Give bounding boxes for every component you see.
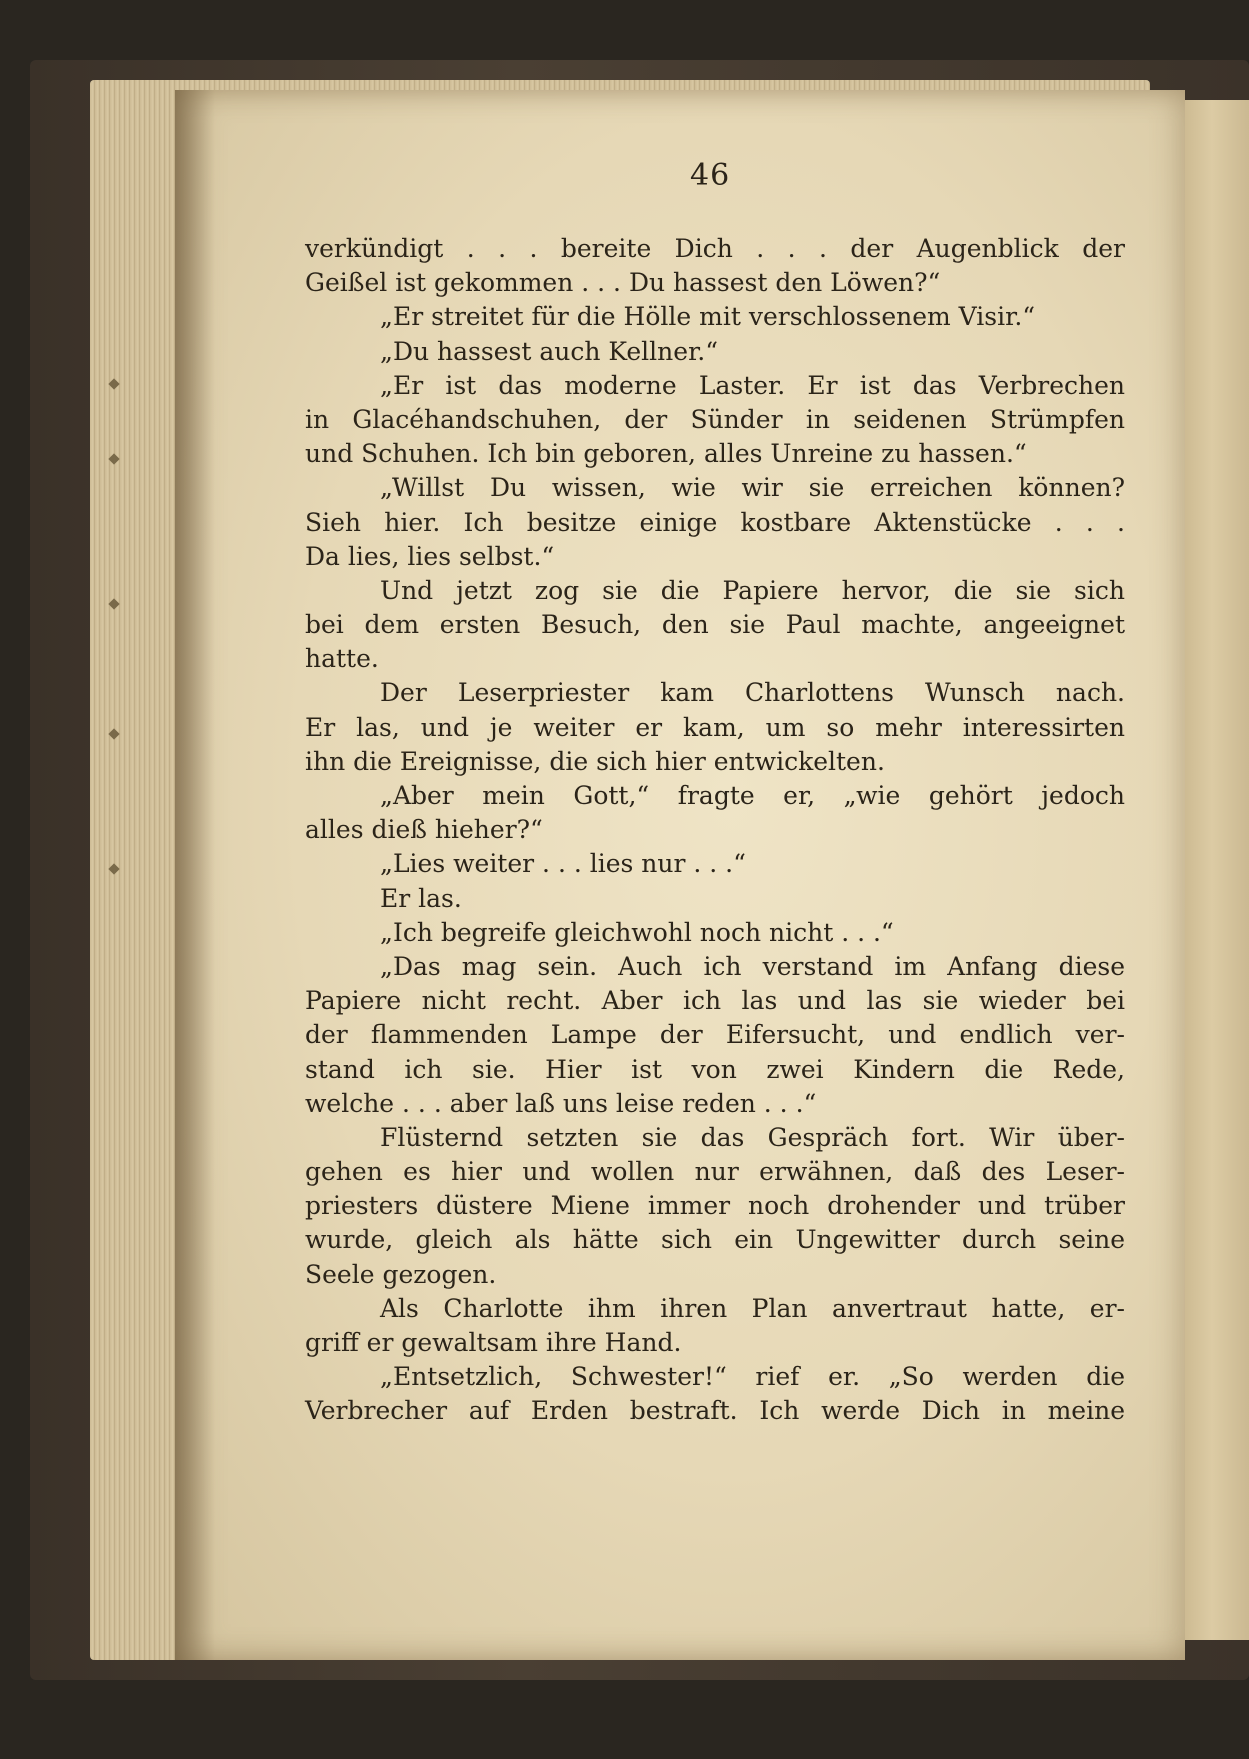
text-line: Seele gezogen. — [305, 1259, 497, 1289]
text-line: „Er streitet für die Hölle mit verschlossenem Visir.“ — [380, 302, 1036, 332]
text-line: „Willst Du wissen, wie wir sie erreichen können? — [380, 473, 1125, 503]
facing-page-edge — [1175, 100, 1249, 1640]
text-line: Da lies, lies selbst.“ — [305, 541, 555, 571]
text-line: in Glacéhandschuhen, der Sünder in seidenen Strümpfen — [305, 404, 1125, 434]
text-line: Sieh hier. Ich besitze einige kostbare Aktenstücke . . . — [305, 507, 1125, 537]
text-line: hatte. — [305, 644, 379, 674]
text-line: gehen es hier und wollen nur erwähnen, daß des Leser- — [305, 1157, 1125, 1187]
text-line: verkündigt . . . bereite Dich . . . der Augenblick der — [305, 234, 1125, 263]
text-line: Als Charlotte ihm ihren Plan anvertraut hatte, er- — [380, 1293, 1125, 1323]
text-line: alles dieß hieher?“ — [305, 815, 543, 845]
text-line: „Aber mein Gott,“ fragte er, „wie gehört jedoch — [380, 781, 1125, 810]
text-line: „Ich begreife gleichwohl noch nicht . . .“ — [380, 917, 894, 947]
text-line: ihn die Ereignisse, die sich hier entwickelten. — [305, 746, 885, 776]
text-line: Geißel ist gekommen . . . Du hassest den Löwen?“ — [305, 268, 941, 298]
text-line: „Entsetzlich, Schwester!“ rief er. „So werden die — [380, 1362, 1125, 1392]
text-line: Verbrecher auf Erden bestraft. Ich werde Dich in meine — [305, 1396, 1125, 1426]
text-line: welche . . . aber laß uns leise reden . . .“ — [305, 1088, 817, 1118]
text-line: Der Leserpriester kam Charlottens Wunsch nach. — [380, 678, 1125, 708]
text-line: und Schuhen. Ich bin geboren, alles Unreine zu hassen.“ — [305, 439, 1027, 469]
text-line: Er las. — [380, 883, 462, 913]
text-line: Flüsternd setzten sie das Gespräch fort. Wir über- — [380, 1122, 1125, 1152]
text-line: „Das mag sein. Auch ich verstand im Anfang diese — [380, 951, 1125, 981]
text-line: wurde, gleich als hätte sich ein Ungewitter durch seine — [305, 1225, 1125, 1255]
text-line: Er las, und je weiter er kam, um so mehr interessirten — [305, 712, 1125, 742]
text-line: stand ich sie. Hier ist von zwei Kindern die Rede, — [305, 1054, 1125, 1084]
text-line: „Er ist das moderne Laster. Er ist das Verbrechen — [380, 370, 1125, 400]
text-line: Und jetzt zog sie die Papiere hervor, die sie sich — [380, 575, 1125, 605]
text-line: Papiere nicht recht. Aber ich las und las sie wieder bei — [305, 986, 1125, 1016]
text-line: „Lies weiter . . . lies nur . . .“ — [380, 849, 746, 879]
text-line: „Du hassest auch Kellner.“ — [380, 336, 719, 366]
page-text — [305, 232, 1125, 1429]
text-line: der flammenden Lampe der Eifersucht, und endlich ver- — [305, 1020, 1125, 1050]
text-line: bei dem ersten Besuch, den sie Paul machte, angeeignet — [305, 610, 1125, 640]
text-line: griff er gewaltsam ihre Hand. — [305, 1328, 682, 1357]
text-line: priesters düstere Miene immer noch drohender und trüber — [305, 1191, 1125, 1221]
page-number: 46 — [690, 158, 731, 193]
gutter-shadow — [175, 90, 215, 1660]
